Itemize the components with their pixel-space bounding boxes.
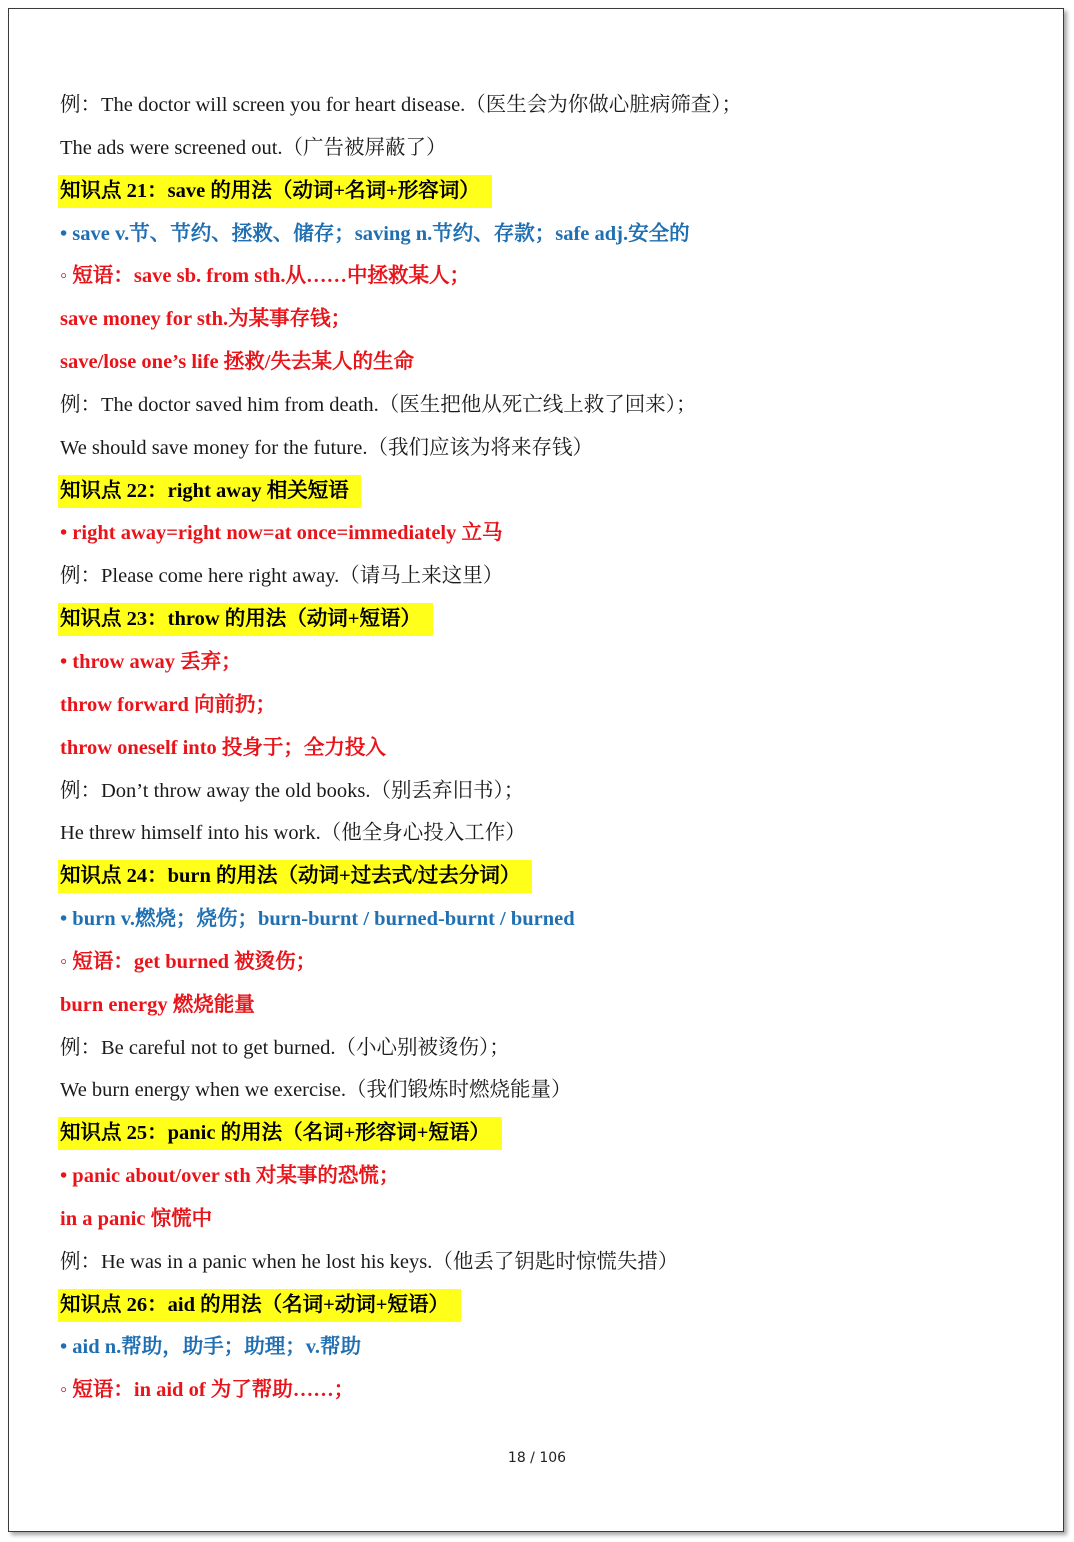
phrase-line: burn energy 燃烧能量 [60, 993, 255, 1016]
knowledge-point-heading [60, 1112, 1020, 1155]
heading-text: 知识点 26：aid 的用法（名词+动词+短语） [58, 1289, 461, 1322]
example-line: We should save money for the future.（我们应该为将来存钱） [60, 436, 593, 459]
phrase-line: in a panic 惊慌中 [60, 1207, 213, 1230]
knowledge-point-heading [60, 855, 1020, 898]
heading-text: 知识点 25：panic 的用法（名词+形容词+短语） [58, 1117, 502, 1150]
phrase-line: save money for sth.为某事存钱； [60, 308, 352, 331]
example-line: The ads were screened out.（广告被屏蔽了） [60, 136, 447, 159]
example-line: 例：He was in a panic when he lost his keys.（他丢了钥匙时惊慌失措） [60, 1250, 679, 1273]
heading-text: 知识点 22：right away 相关短语 [58, 475, 361, 508]
definition-line: • aid n.帮助，助手；助理；v.帮助 [60, 1336, 362, 1359]
phrase-line: save/lose one’s life 拯救/失去某人的生命 [60, 351, 414, 374]
definition-line: • burn v.燃烧；烧伤；burn-burnt / burned-burnt / burned [60, 908, 575, 931]
example-line: 例：Please come here right away.（请马上来这里） [60, 565, 504, 588]
phrase-line: throw forward 向前扔； [60, 693, 276, 716]
knowledge-point-heading [60, 470, 1020, 513]
phrase-line: • right away=right now=at once=immediately 立马 [60, 522, 503, 545]
page-number: 18 / 106 [507, 1450, 567, 1466]
phrase-line: • panic about/over sth 对某事的恐慌； [60, 1165, 400, 1188]
knowledge-point-heading [60, 170, 1020, 213]
heading-text: 知识点 24：burn 的用法（动词+过去式/过去分词） [58, 860, 532, 893]
example-line: 例：Be careful not to get burned.（小心别被烫伤）； [60, 1036, 510, 1059]
example-line: 例：The doctor saved him from death.（医生把他从死亡线上救了回来）； [60, 393, 697, 416]
example-line: He threw himself into his work.（他全身心投入工作） [60, 822, 526, 845]
heading-text: 知识点 21：save 的用法（动词+名词+形容词） [58, 175, 492, 208]
knowledge-point-heading [60, 1284, 1020, 1327]
phrase-line: ◦ 短语：save sb. from sth.从……中拯救某人； [60, 265, 471, 288]
page-content [60, 84, 1020, 1412]
phrase-line: • throw away 丢弃； [60, 650, 242, 673]
definition-line: • save v.节、节约、拯救、储存；saving n.节约、存款；safe adj.安全的 [60, 222, 690, 245]
example-line: 例：The doctor will screen you for heart disease.（医生会为你做心脏病筛查）； [60, 94, 743, 116]
phrase-line: throw oneself into 投身于；全力投入 [60, 736, 386, 759]
phrase-line: ◦ 短语：get burned 被烫伤； [60, 950, 317, 973]
knowledge-point-heading [60, 598, 1020, 641]
heading-text: 知识点 23：throw 的用法（动词+短语） [58, 603, 433, 636]
example-line: We burn energy when we exercise.（我们锻炼时燃烧能量） [60, 1079, 572, 1102]
phrase-line: ◦ 短语：in aid of 为了帮助……； [60, 1379, 355, 1402]
example-line: 例：Don’t throw away the old books.（别丢弃旧书）； [60, 779, 525, 802]
